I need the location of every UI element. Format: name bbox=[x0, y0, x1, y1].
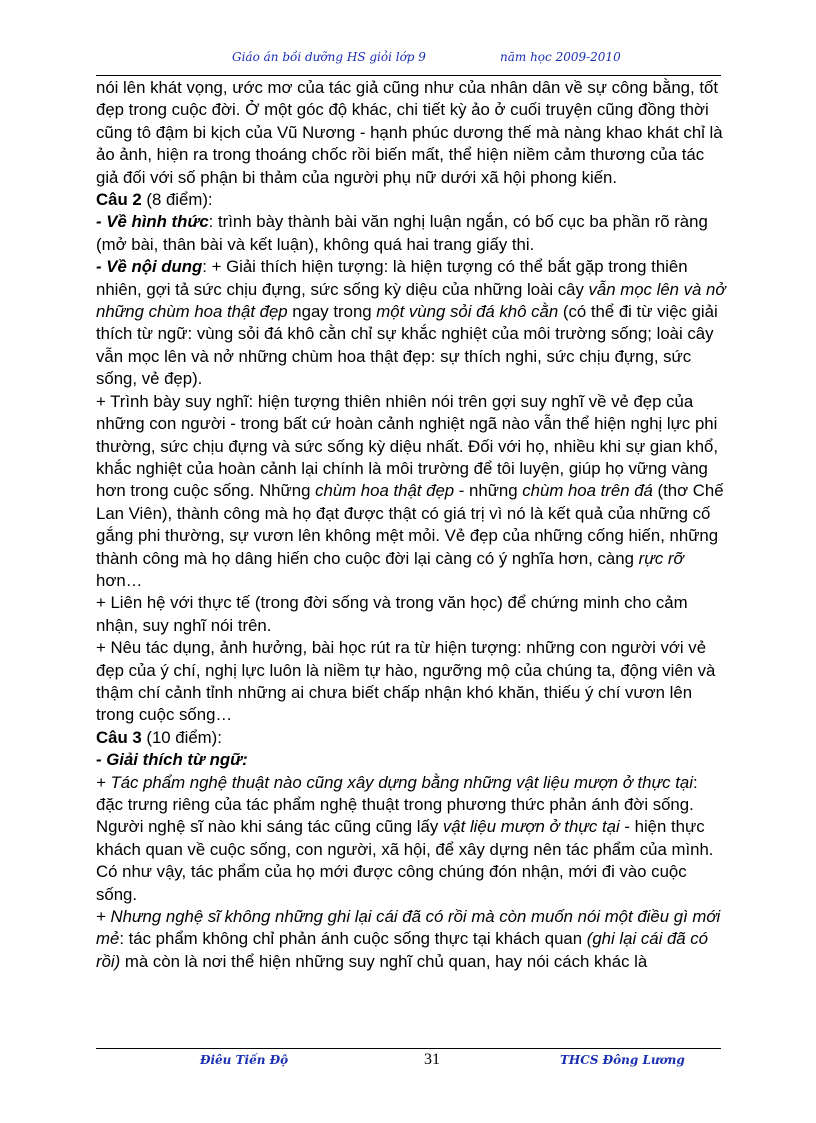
footer-author: Điêu Tiến Độ bbox=[200, 1053, 289, 1067]
italic-run: chùm hoa thật đẹp bbox=[315, 481, 455, 501]
question-score: (10 điểm): bbox=[141, 727, 222, 747]
question-label: Câu 3 bbox=[96, 727, 142, 747]
question-label: Câu 2 bbox=[96, 190, 142, 210]
italic-run: (ghi lại cái đã có rồi) bbox=[96, 929, 709, 971]
header-title: Giáo án bồi dưỡng HS giỏi lớp 9 bbox=[232, 50, 426, 64]
paragraph: + Liên hệ với thực tế (trong đời sống và trong văn học) để chứng minh cho cảm nhận, suy nghĩ nói trên. bbox=[96, 593, 688, 635]
paragraph bbox=[96, 256, 726, 390]
text-run: - hiện thực khách quan về cuộc sống, con người, xã hội, để xây dựng nên tác phẩm của mình. Có như vậy, tác phẩm của họ mới được công chúng đón nhận, mới đi vào cuộc sống. bbox=[96, 817, 714, 904]
italic-run: vật liệu mượn ở thực tại bbox=[442, 817, 620, 837]
italic-run: vẫn mọc lên và nở những chùm hoa thật đẹp bbox=[96, 279, 726, 322]
question-2-heading bbox=[96, 189, 726, 211]
text-run: - những bbox=[454, 481, 523, 501]
text-run: + Trình bày suy nghĩ: hiện tượng thiên nhiên nói trên gợi suy nghĩ về vẻ đẹp của những con người - trong bất cứ hoàn cảnh nghiệt ngã nào vẫn thể hiện nghị lực phi thường, sức chịu đựng và sức sống kỳ diệu nhất. Đối với họ, nhiều khi sự gian khổ, khắc nghiệt của hoàn cảnh lại chính là môi trường để tôi luyện, giúp họ vững vàng hơn trong cuộc sống. Những bbox=[96, 391, 719, 501]
page-content bbox=[96, 77, 726, 973]
question-3-heading bbox=[96, 727, 726, 749]
header-year: năm học 2009-2010 bbox=[500, 50, 621, 64]
paragraph bbox=[96, 211, 726, 256]
text-run: : đặc trưng riêng của tác phẩm nghệ thuật trong phương thức phản ánh đời sống. Người nghệ sĩ nào khi sáng tác cũng cũng lấy bbox=[96, 772, 698, 837]
italic-run: + Tác phẩm nghệ thuật nào cũng xây dựng bằng những vật liệu mượn ở thực tại bbox=[96, 772, 693, 792]
form-label: - Về hình thức bbox=[96, 212, 209, 232]
question-score: (8 điểm): bbox=[141, 190, 213, 210]
text-run: (có thể đi từ việc giải thích từ ngữ: vùng sỏi đá khô cằn chỉ sự khắc nghiệt của môi trường sống; loài cây vẫn mọc lên và nở những chùm hoa thật đẹp: sự thích nghi, sức chịu đựng, sức sống, vẻ đẹp). bbox=[96, 302, 718, 389]
text-run: mà còn là nơi thể hiện những suy nghĩ chủ quan, hay nói cách khác là bbox=[120, 951, 648, 971]
page-number: 31 bbox=[424, 1051, 440, 1068]
italic-run: một vùng sỏi đá khô cằn bbox=[376, 302, 559, 322]
paragraph: nói lên khát vọng, ước mơ của tác giả cũng như của nhân dân về sự công bằng, tốt đẹp trong cuộc đời. Ở một góc độ khác, chi tiết kỳ ảo ở cuối truyện cũng đồng thời cũng tô đậm bi kịch của Vũ Nương - hạnh phúc dương thế mà nàng khao khát chỉ là ảo ảnh, hiện ra trong thoáng chốc rồi biến mất, thể hiện niềm cảm thương của tác giả đối với số phận bi thảm của người phụ nữ dưới xã hội phong kiến. bbox=[96, 78, 723, 187]
italic-run: chùm hoa trên đá bbox=[522, 481, 653, 501]
content-label: - Về nội dung bbox=[96, 257, 203, 277]
footer-rule bbox=[96, 1048, 721, 1049]
header-rule bbox=[96, 75, 721, 76]
paragraph: + Nêu tác dụng, ảnh hưởng, bài học rút ra từ hiện tượng: những con người với vẻ đẹp của ý chí, nghị lực luôn là niềm tự hào, ngưỡng mộ của chúng ta, động viên và thậm chí cảnh tỉnh những ai chưa biết chấp nhận khó khăn, thiếu ý chí vươn lên trong cuộc sống… bbox=[96, 638, 716, 725]
text-run: ngay trong bbox=[287, 302, 377, 322]
form-text: : trình bày thành bài văn nghị luận ngắn, có bố cục ba phần rõ ràng (mở bài, thân bài và kết luận), không quá hai trang giấy thi. bbox=[96, 212, 708, 254]
paragraph bbox=[96, 391, 726, 593]
paragraph bbox=[96, 749, 726, 771]
text-run: (thơ Chế Lan Viên), thành công mà họ đạt được thật có giá trị vì nó là kết quả của những cố gắng phi thường, sự vươn lên không mệt mỏi. Vẻ đẹp của những cống hiến, những thành công mà họ dâng hiến cho cuộc đời lại càng có ý nghĩa hơn, càng bbox=[96, 481, 724, 568]
explain-label: - Giải thích từ ngữ: bbox=[96, 750, 248, 770]
text-run: hơn… bbox=[96, 570, 143, 590]
paragraph bbox=[96, 906, 726, 973]
footer-school: THCS Đông Lương bbox=[560, 1053, 685, 1067]
italic-run: + Nhưng nghệ sĩ không những ghi lại cái đã có rồi mà còn muốn nói một điều gì mới mẻ bbox=[96, 907, 721, 949]
text-run: : + Giải thích hiện tượng: là hiện tượng có thể bắt gặp trong thiên nhiên, gợi tả sức chịu đựng, sức sống kỳ diệu của những loài cây bbox=[96, 257, 688, 299]
text-run: : tác phẩm không chỉ phản ánh cuộc sống thực tại khách quan bbox=[119, 929, 587, 949]
paragraph bbox=[96, 772, 726, 906]
italic-run: rực rỡ bbox=[638, 548, 684, 568]
